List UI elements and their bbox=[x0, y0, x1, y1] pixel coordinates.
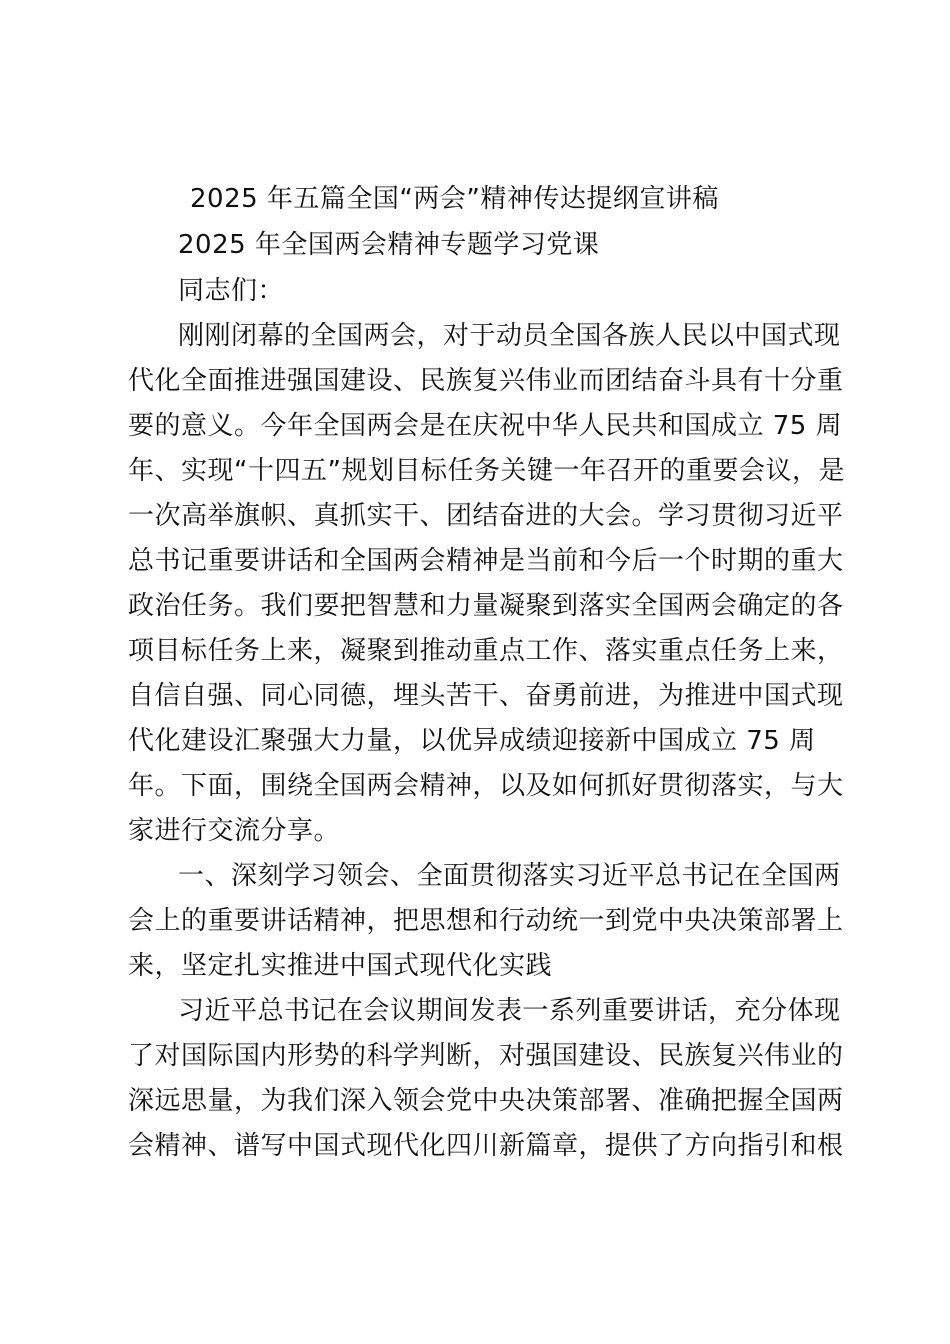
paragraph-line: 代化建设汇聚强大力量，以优异成绩迎接新中国成立 75 周 bbox=[128, 726, 816, 756]
paragraph-line: 一次高举旗帜、真抓实干、团结奋进的大会。学习贯彻习近平 bbox=[128, 501, 844, 531]
salutation: 同志们： bbox=[178, 276, 285, 306]
section-heading-line: 一、深刻学习领会、全面贯彻落实习近平总书记在全国两 bbox=[178, 861, 841, 891]
paragraph-line: 政治任务。我们要把智慧和力量凝聚到落实全国两会确定的各 bbox=[128, 591, 844, 621]
section-heading-line: 会上的重要讲话精神，把思想和行动统一到党中央决策部署上 bbox=[128, 906, 844, 936]
paragraph-line: 了对国际国内形势的科学判断，对强国建设、民族复兴伟业的 bbox=[128, 1041, 844, 1071]
paragraph-line: 习近平总书记在会议期间发表一系列重要讲话，充分体现 bbox=[178, 996, 841, 1026]
paragraph-line: 项目标任务上来，凝聚到推动重点工作、落实重点任务上来， bbox=[128, 636, 844, 666]
paragraph-line: 自信自强、同心同德，埋头苦干、奋勇前进，为推进中国式现 bbox=[128, 681, 844, 711]
paragraph-line: 家进行交流分享。 bbox=[128, 816, 341, 846]
paragraph-line: 会精神、谱写中国式现代化四川新篇章，提供了方向指引和根 bbox=[128, 1131, 844, 1161]
paragraph-line: 代化全面推进强国建设、民族复兴伟业而团结奋斗具有十分重 bbox=[128, 366, 844, 396]
paragraph-line: 要的意义。今年全国两会是在庆祝中华人民共和国成立 75 周 bbox=[128, 411, 843, 441]
paragraph-line: 总书记重要讲话和全国两会精神是当前和今后一个时期的重大 bbox=[128, 546, 844, 576]
document-subtitle: 2025 年全国两会精神专题学习党课 bbox=[178, 230, 600, 260]
paragraph-line: 年。下面，围绕全国两会精神，以及如何抓好贯彻落实，与大 bbox=[128, 771, 844, 801]
section-heading-line: 来，坚定扎实推进中国式现代化实践 bbox=[128, 951, 553, 981]
paragraph-line: 年、实现“十四五”规划目标任务关键一年召开的重要会议，是 bbox=[128, 456, 845, 486]
document-title: 2025 年五篇全国“两会”精神传达提纲宣讲稿 bbox=[190, 184, 719, 214]
paragraph-line: 刚刚闭幕的全国两会，对于动员全国各族人民以中国式现 bbox=[178, 321, 841, 351]
paragraph-line: 深远思量，为我们深入领会党中央决策部署、准确把握全国两 bbox=[128, 1086, 844, 1116]
